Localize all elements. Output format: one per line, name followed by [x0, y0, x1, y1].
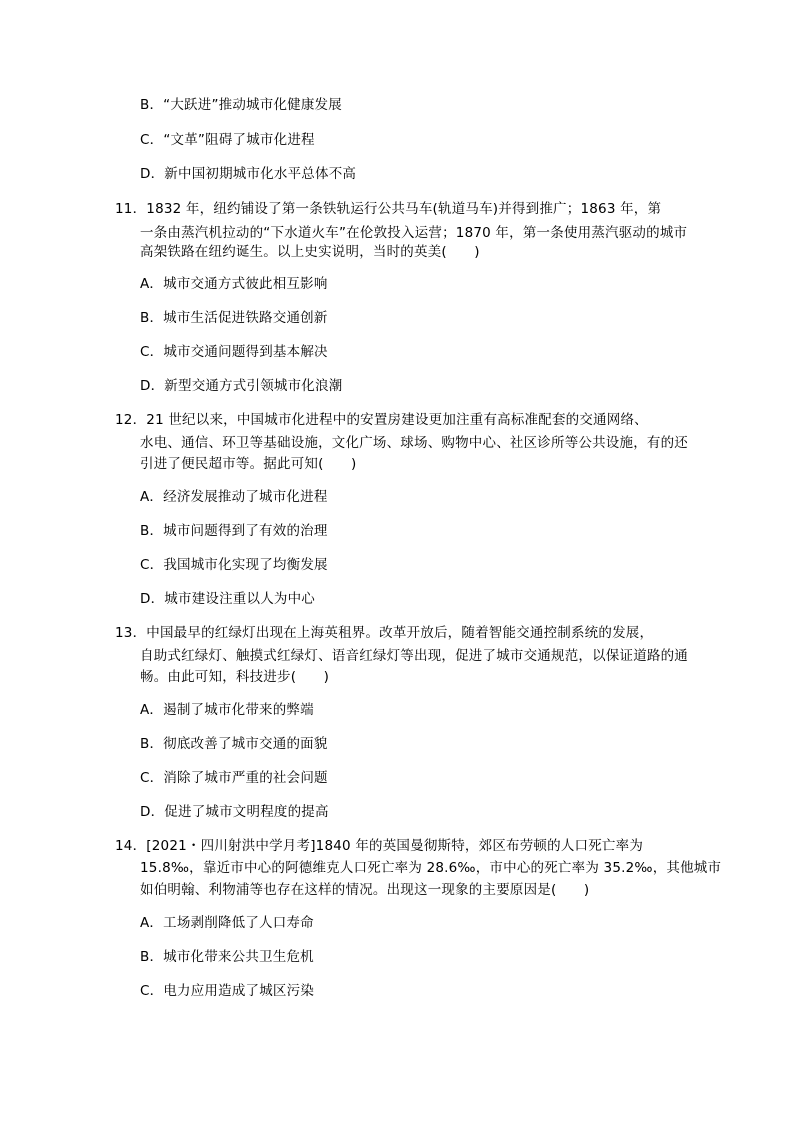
q12-stem-line-2: 水电、通信、环卫等基础设施，文化广场、球场、购物中心、社区诊所等公共设施，有的还	[140, 435, 688, 451]
q14-stem-line-2: 15.8‰，靠近市中心的阿德维克人口死亡率为 28.6‰，市中心的死亡率为 35.2‰，其他城市	[140, 860, 722, 876]
q13-stem-line-3: 畅。由此可知，科技进步( )	[140, 669, 330, 685]
q11-stem-line-3: 高架铁路在纽约诞生。以上史实说明，当时的英美( )	[140, 244, 480, 260]
q13-option-b: B．彻底改善了城市交通的面貌	[140, 736, 328, 752]
q11-option-a: A．城市交通方式彼此相互影响	[140, 276, 328, 292]
q10-option-b: B．“大跃进”推动城市化健康发展	[140, 97, 342, 113]
q12-option-b: B．城市问题得到了有效的治理	[140, 523, 328, 539]
q12-option-a: A．经济发展推动了城市化进程	[140, 489, 328, 505]
q14-option-a: A．工场剥削降低了人口寿命	[140, 915, 314, 931]
q12-option-c: C．我国城市化实现了均衡发展	[140, 557, 328, 573]
q14-stem-line-3: 如伯明翰、利物浦等也存在这样的情况。出现这一现象的主要原因是( )	[140, 882, 590, 898]
q13-option-c: C．消除了城市严重的社会问题	[140, 770, 328, 786]
q13-stem-line-2: 自助式红绿灯、触摸式红绿灯、语音红绿灯等出现，促进了城市交通规范，以保证道路的通	[140, 648, 688, 664]
q11-option-c: C．城市交通问题得到基本解决	[140, 344, 328, 360]
q11-option-b: B．城市生活促进铁路交通创新	[140, 310, 328, 326]
q13-stem-line-1: 13．中国最早的红绿灯出现在上海英租界。改革开放后，随着智能交通控制系统的发展，	[115, 625, 654, 641]
q10-option-c: C．“文革”阻碍了城市化进程	[140, 132, 315, 148]
q14-option-b: B．城市化带来公共卫生危机	[140, 949, 314, 965]
q13-option-a: A．遏制了城市化带来的弊端	[140, 702, 314, 718]
q12-stem-line-3: 引进了便民超市等。据此可知( )	[140, 456, 357, 472]
q11-option-d: D．新型交通方式引领城市化浪潮	[140, 378, 343, 394]
q11-stem-line-1: 11．1832 年，纽约铺设了第一条铁轨运行公共马车(轨道马车)并得到推广；1863 年，第	[115, 201, 662, 217]
q12-stem-line-1: 12．21 世纪以来，中国城市化进程中的安置房建设更加注重有高标准配套的交通网络、	[115, 412, 648, 428]
q10-option-d: D．新中国初期城市化水平总体不高	[140, 166, 357, 182]
q13-option-d: D．促进了城市文明程度的提高	[140, 804, 329, 820]
q12-option-d: D．城市建设注重以人为中心	[140, 591, 315, 607]
q11-stem-line-2: 一条由蒸汽机拉动的“下水道火车”在伦敦投入运营；1870 年，第一条使用蒸汽驱动的城市	[140, 225, 688, 241]
q14-stem-line-1: 14．[2021・四川射洪中学月考]1840 年的英国曼彻斯特，郊区布劳顿的人口死亡率为	[115, 838, 644, 854]
q14-option-c: C．电力应用造成了城区污染	[140, 983, 315, 999]
